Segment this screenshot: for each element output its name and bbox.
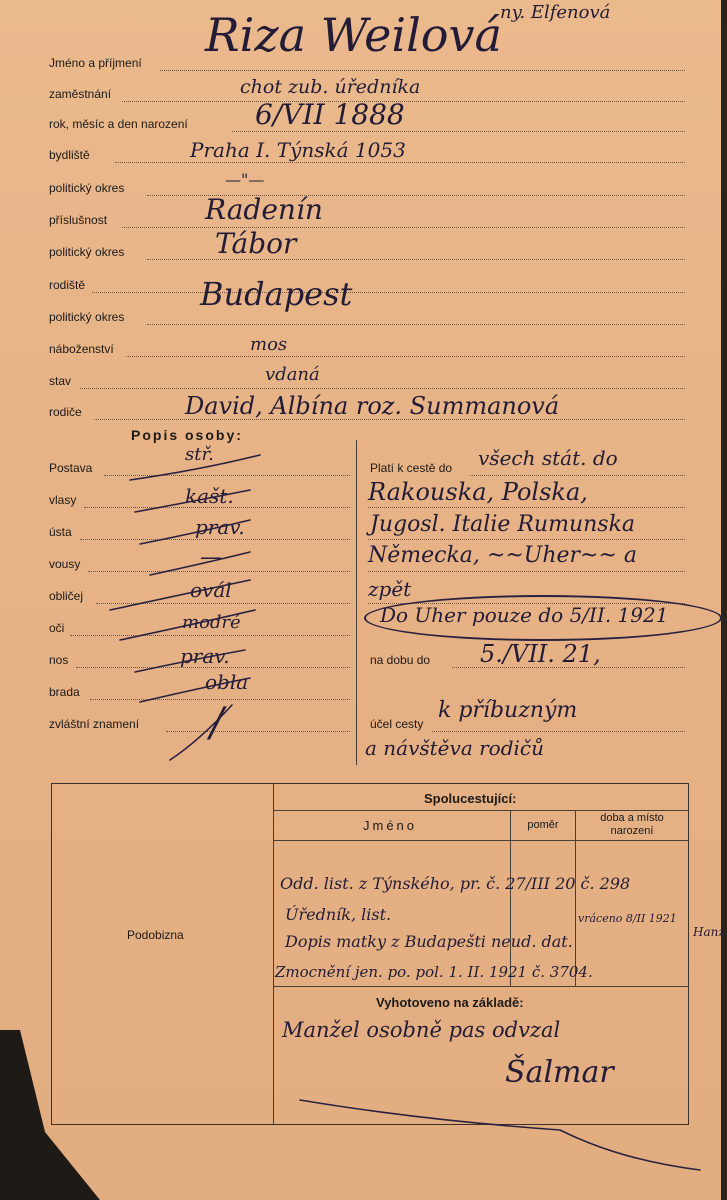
basis-line-3: Dopis matky z Budapešti neud. dat. xyxy=(285,932,573,951)
col-date-header-1: doba a místo xyxy=(600,812,664,824)
value-chin: obla xyxy=(205,670,249,694)
label-birthdate: rok, měsíc a den narození xyxy=(49,117,188,131)
value-district-1: —"— xyxy=(225,170,265,189)
pen-stroke xyxy=(140,678,250,702)
label-parents: rodiče xyxy=(49,405,82,419)
value-affiliation: Radenín xyxy=(205,193,323,226)
pen-stroke xyxy=(150,552,250,575)
value-occupation: chot zub. úředníka xyxy=(240,76,421,98)
basis-line-2: Úředník, list. xyxy=(285,905,392,924)
pen-stroke xyxy=(300,1100,560,1130)
value-countries-2: Jugosl. Italie Rumunska xyxy=(370,512,636,537)
pen-stroke xyxy=(130,455,260,480)
basis-title: Vyhotoveno na základě: xyxy=(376,995,524,1010)
value-birthdate: 6/VII 1888 xyxy=(255,98,405,131)
value-status: vdaná xyxy=(265,364,320,385)
value-purpose-2: a návštěva rodičů xyxy=(365,736,544,760)
label-status: stav xyxy=(49,374,72,388)
value-countries-3: Německa, ~~Uher~~ a xyxy=(368,543,637,568)
label-face: obličej xyxy=(49,589,84,603)
value-special-marks: / xyxy=(210,700,224,746)
label-nose: nos xyxy=(49,653,69,667)
value-eyes: modré xyxy=(182,612,241,633)
value-countries-1: Rakouska, Polska, xyxy=(368,478,588,506)
col-date-header-2: narození xyxy=(610,825,654,837)
label-build: Postava xyxy=(49,461,93,475)
value-district-2: Tábor xyxy=(215,227,297,260)
col-name-header: Jméno xyxy=(362,818,418,833)
label-hair: vlasy xyxy=(49,493,77,507)
label-special-marks: zvláštní znamení xyxy=(49,717,140,731)
basis-line-3-note: vráceno 8/II 1921 xyxy=(578,912,677,925)
value-religion: mos xyxy=(250,334,288,355)
label-duration: na dobu do xyxy=(370,653,431,667)
value-parents: David, Albína roz. Summanová xyxy=(185,392,560,420)
value-full-name: Riza Weilová xyxy=(205,8,502,62)
label-full-name: Jméno a příjmení xyxy=(49,56,142,70)
label-religion: náboženství xyxy=(49,342,114,356)
label-district-1: politický okres xyxy=(49,181,125,195)
value-circled-note: Do Uher pouze do 5/II. 1921 xyxy=(380,603,669,627)
basis-line-5: Manžel osobně pas odvzal xyxy=(282,1018,561,1042)
basis-line-1: Odd. list. z Týnského, pr. č. 27/III 20 č. 298 xyxy=(280,874,631,893)
value-hair: kašt. xyxy=(185,484,234,508)
basis-side-note: Hanz xyxy=(693,925,725,939)
value-valid-for: všech stát. do xyxy=(478,446,618,470)
value-countries-4: zpět xyxy=(368,577,412,601)
value-build: stř. xyxy=(185,444,214,465)
pen-stroke xyxy=(120,610,255,640)
value-beard: — xyxy=(200,545,222,570)
pen-stroke xyxy=(110,580,250,610)
signature: Šalmar xyxy=(505,1055,614,1090)
value-face: ovál xyxy=(190,578,232,602)
label-mouth: ústa xyxy=(49,525,72,539)
label-eyes: oči xyxy=(49,621,65,635)
pen-stroke xyxy=(140,520,250,544)
value-birthplace: Budapest xyxy=(200,275,353,313)
label-birthplace: rodiště xyxy=(49,278,86,292)
photo-label: Podobizna xyxy=(127,928,184,942)
label-purpose: účel cesty xyxy=(370,717,424,731)
label-valid-for: Platí k cestě do xyxy=(370,461,453,475)
label-residence: bydliště xyxy=(49,148,90,162)
description-title: Popis osoby: xyxy=(131,427,243,443)
value-purpose-1: k příbuzným xyxy=(438,698,578,723)
pen-stroke xyxy=(560,1130,700,1170)
label-occupation: zaměstnání xyxy=(49,87,112,101)
pen-stroke xyxy=(135,650,245,672)
basis-line-4: Zmocnění jen. po. pol. 1. II. 1921 č. 3704. xyxy=(275,963,593,981)
companions-title: Spolucestující: xyxy=(424,791,517,806)
value-nose: prav. xyxy=(180,644,230,668)
label-chin: brada xyxy=(49,685,80,699)
value-residence: Praha I. Týnská 1053 xyxy=(190,138,406,162)
pen-stroke xyxy=(170,705,232,760)
col-relation-header: poměr xyxy=(527,819,559,831)
label-district-2: politický okres xyxy=(49,245,125,259)
pen-stroke xyxy=(135,490,250,512)
label-affiliation: příslušnost xyxy=(49,213,108,227)
label-district-3: politický okres xyxy=(49,310,125,324)
value-duration: 5./VII. 21, xyxy=(480,640,601,668)
value-mouth: prav. xyxy=(195,515,245,539)
label-beard: vousy xyxy=(49,557,81,571)
value-maiden-name: ny. Elfenová xyxy=(500,2,611,23)
